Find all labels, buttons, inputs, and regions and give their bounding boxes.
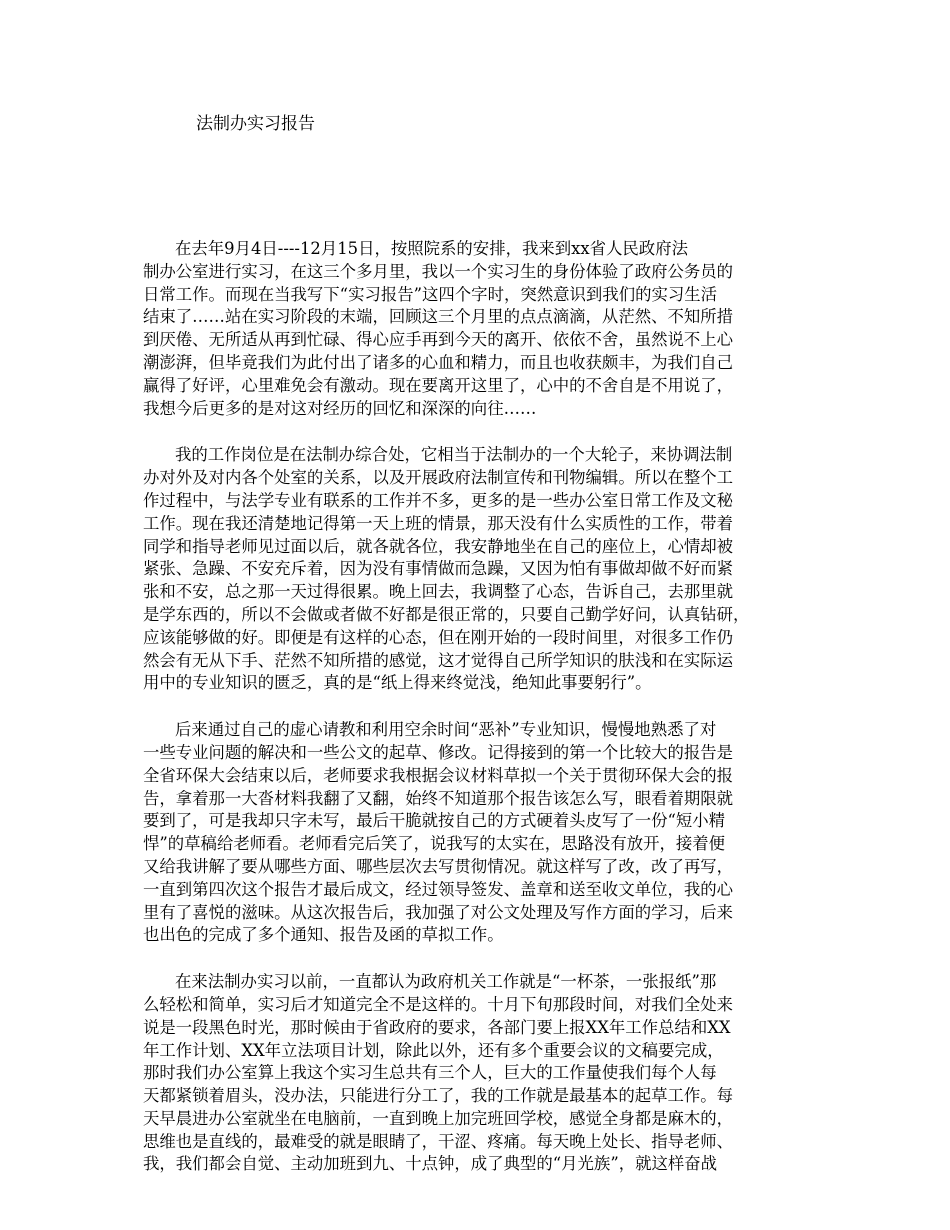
paragraph-line: 那时我们办公室算上我这个实习生总共有三个人，巨大的工作量使我们每个人每	[143, 1063, 717, 1083]
paragraph-line: 后来通过自己的虚心请教和利用空余时间“恶补”专业知识，慢慢地熟悉了对	[175, 720, 717, 740]
paragraph-line: 我，我们都会自觉、主动加班到九、十点钟，成了典型的“月光族”，就这样奋战	[143, 1154, 718, 1174]
paragraph-line: 赢得了好评，心里难免会有激动。现在要离开这里了，心中的不舍自是不用说了，	[143, 375, 734, 395]
paragraph-line: 应该能够做的好。即便是有这样的心态，但在刚开始的一段时间里，对很多工作仍	[143, 627, 734, 647]
paragraph-line: 在去年9月4日----12月15日，按照院系的安排，我来到xx省人民政府法	[175, 239, 688, 258]
paragraph	[143, 238, 811, 420]
paragraph-line: 也出色的完成了多个通知、报告及函的草拟工作。	[143, 925, 504, 945]
paragraph-line: 里有了喜悦的滋味。从这次报告后，我加强了对公文处理及写作方面的学习，后来	[143, 902, 734, 922]
paragraph-line: 在来法制办实习以前，一直都认为政府机关工作就是“一杯茶，一张报纸”那	[175, 972, 717, 992]
document-body	[143, 238, 811, 1200]
paragraph-line: 全省环保大会结束以后，老师要求我根据会议材料草拟一个关于贯彻环保大会的报	[143, 765, 734, 785]
paragraph-line: 用中的专业知识的匮乏，真的是“纸上得来终觉浅，绝知此事要躬行”。	[143, 673, 652, 693]
document-title: 法制办实习报告	[196, 114, 315, 134]
paragraph-line: 说是一段黑色时光，那时候由于省政府的要求，各部门要上报XX年工作总结和XX	[143, 1017, 731, 1037]
paragraph-line: 又给我讲解了要从哪些方面、哪些层次去写贯彻情况。就这样写了改，改了再写，	[143, 856, 734, 876]
paragraph-line: 作过程中，与法学专业有联系的工作并不多，更多的是一些办公室日常工作及文秘	[143, 490, 734, 510]
paragraph-line: 我的工作岗位是在法制办综合处，它相当于法制办的一个大轮子，来协调法制	[175, 445, 733, 465]
paragraph-line: 张和不安，总之那一天过得很累。晚上回去，我调整了心态，告诉自己，去那里就	[143, 582, 734, 602]
paragraph-line: 结束了……站在实习阶段的末端，回顾这三个月里的点点滴滴，从茫然、不知所措	[143, 307, 734, 327]
paragraph-line: 一些专业问题的解决和一些公文的起草、修改。记得接到的第一个比较大的报告是	[143, 742, 734, 762]
paragraph-line: 思维也是直线的，最难受的就是眼睛了，干涩、疼痛。每天晚上处长、指导老师、	[143, 1131, 734, 1151]
paragraph-line: 告，拿着那一大沓材料我翻了又翻，始终不知道那个报告该怎么写，眼看着期限就	[143, 788, 734, 808]
paragraph-line: 紧张、急躁、不安充斥着，因为没有事情做而急躁，又因为怕有事做却做不好而紧	[143, 559, 734, 579]
paragraph-line: 同学和指导老师见过面以后，就各就各位，我安静地坐在自己的座位上，心情却被	[143, 536, 734, 556]
paragraph-line: 一直到第四次这个报告才最后成文，经过领导签发、盖章和送至收文单位，我的心	[143, 879, 734, 899]
paragraph-line: 天都紧锁着眉头，没办法，只能进行分工了，我的工作就是最基本的起草工作。每	[143, 1086, 734, 1106]
paragraph-line: 到厌倦、无所适从再到忙碌、得心应手再到今天的离开、依依不舍，虽然说不上心	[143, 330, 734, 350]
paragraph-line: 悍”的草稿给老师看。老师看完后笑了，说我写的太实在，思路没有放开，接着便	[143, 834, 726, 854]
paragraph	[143, 444, 811, 695]
paragraph-line: 制办公室进行实习，在这三个多月里，我以一个实习生的身份体验了政府公务员的	[143, 261, 734, 281]
paragraph	[143, 719, 811, 947]
paragraph	[143, 971, 811, 1176]
paragraph-line: 是学东西的，所以不会做或者做不好都是很正常的，只要自己勤学好问，认真钻研，	[143, 604, 750, 624]
paragraph-line: 然会有无从下手、茫然不知所措的感觉，这才觉得自己所学知识的肤浅和在实际运	[143, 650, 734, 670]
paragraph-line: 天早晨进办公室就坐在电脑前，一直到晚上加完班回学校，感觉全身都是麻木的，	[143, 1108, 734, 1128]
paragraph-line: 潮澎湃，但毕竟我们为此付出了诸多的心血和精力，而且也收获颇丰，为我们自己	[143, 352, 734, 372]
paragraph-line: 年工作计划、XX年立法项目计划，除此以外，还有多个重要会议的文稿要完成，	[143, 1040, 724, 1060]
paragraph-line: 工作。现在我还清楚地记得第一天上班的情景，那天没有什么实质性的工作，带着	[143, 513, 734, 533]
paragraph-line: 日常工作。而现在当我写下“实习报告”这四个字时，突然意识到我们的实习生活	[143, 284, 718, 304]
paragraph-line: 办对外及对内各个处室的关系，以及开展政府法制宣传和刊物编辑。所以在整个工	[143, 468, 734, 488]
paragraph-line: 我想今后更多的是对这对经历的回忆和深深的向往……	[143, 398, 537, 418]
paragraph-line: 么轻松和简单，实习后才知道完全不是这样的。十月下旬那段时间，对我们全处来	[143, 994, 734, 1014]
paragraph-line: 要到了，可是我却只字未写，最后干脆就按自己的方式硬着头皮写了一份“短小精	[143, 811, 726, 831]
